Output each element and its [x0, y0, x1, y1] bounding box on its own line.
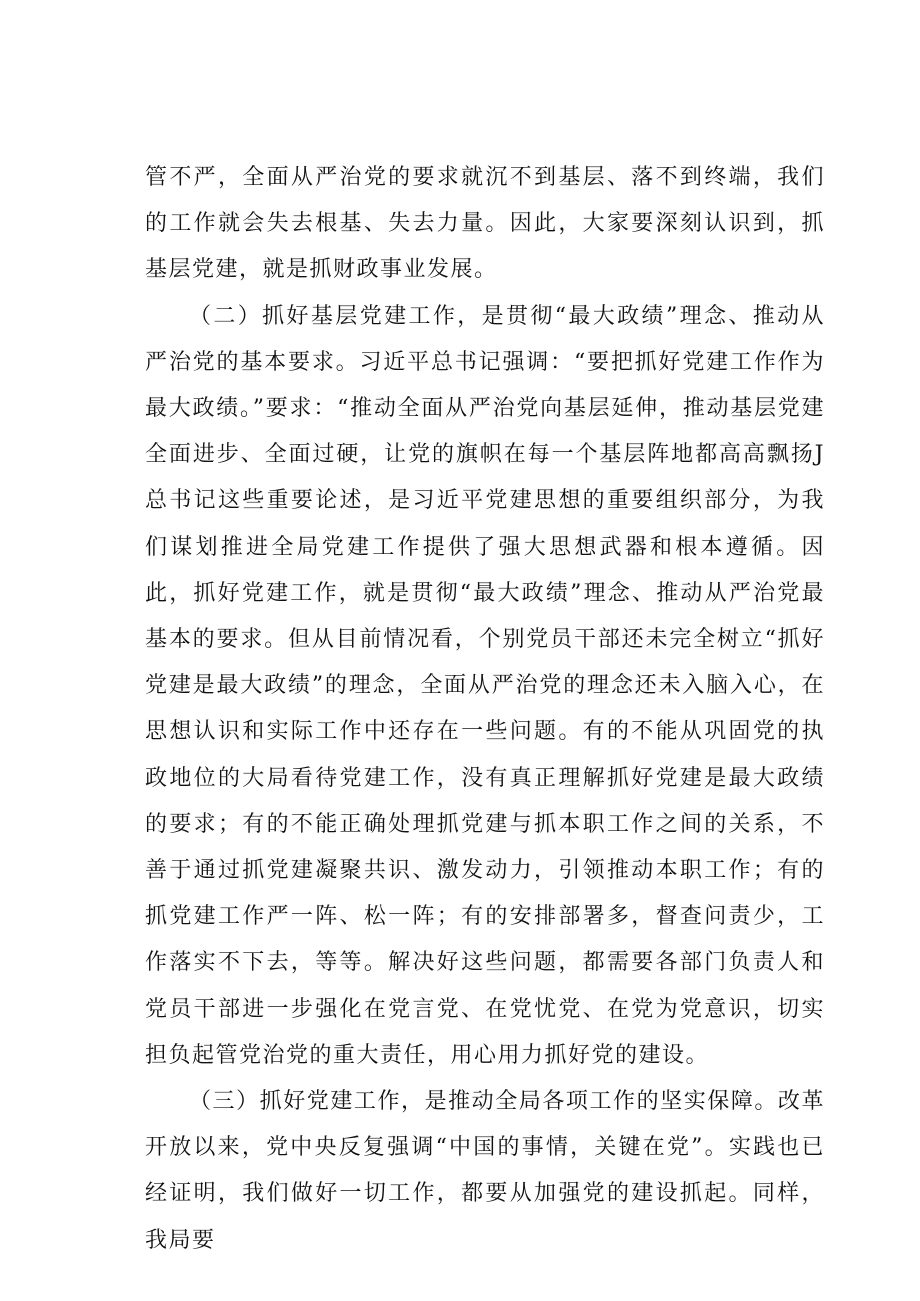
- paragraph-section-two: （二）抓好基层党建工作，是贯彻“最大政绩”理念、推动从严治党的基本要求。习近平总书记强调：“要把抓好党建工作作为最大政绩。”要求：“推动全面从严治党向基层延伸，推动基层党建全面进步、全面过硬，让党的旗帜在每一个基层阵地都高高飘扬J总书记这些重要论述，是习近平党建思想的重要组织部分，为我们谋划推进全局党建工作提供了强大思想武器和根本遵循。因此，抓好党建工作，就是贯彻“最大政绩”理念、推动从严治党最基本的要求。但从目前情况看，个别党员干部还未完全树立“抓好党建是最大政绩”的理念，全面从严治党的理念还未入脑入心，在思想认识和实际工作中还存在一些问题。有的不能从巩固党的执政地位的大局看待党建工作，没有真正理解抓好党建是最大政绩的要求；有的不能正确处理抓党建与抓本职工作之间的关系，不善于通过抓党建凝聚共识、激发动力，引领推动本职工作；有的抓党建工作严一阵、松一阵；有的安排部署多，督查问责少，工作落实不下去，等等。解决好这些问题，都需要各部门负责人和党员干部进一步强化在党言党、在党忧党、在党为党意识，切实担负起管党治党的重大责任，用心用力抓好党的建设。: [145, 303, 825, 1068]
- paragraph-section-three: （三）抓好党建工作，是推动全局各项工作的坚实保障。改革开放以来，党中央反复强调“中国的事情，关键在党”。实践也已经证明，我们做好一切工作，都要从加强党的建设抓起。同样，我局要: [145, 1089, 825, 1253]
- document-body: [145, 155, 825, 1264]
- paragraph-continuation: 管不严，全面从严治党的要求就沉不到基层、落不到终端，我们的工作就会失去根基、失去力量。因此，大家要深刻认识到，抓基层党建，就是抓财政事业发展。: [145, 165, 825, 283]
